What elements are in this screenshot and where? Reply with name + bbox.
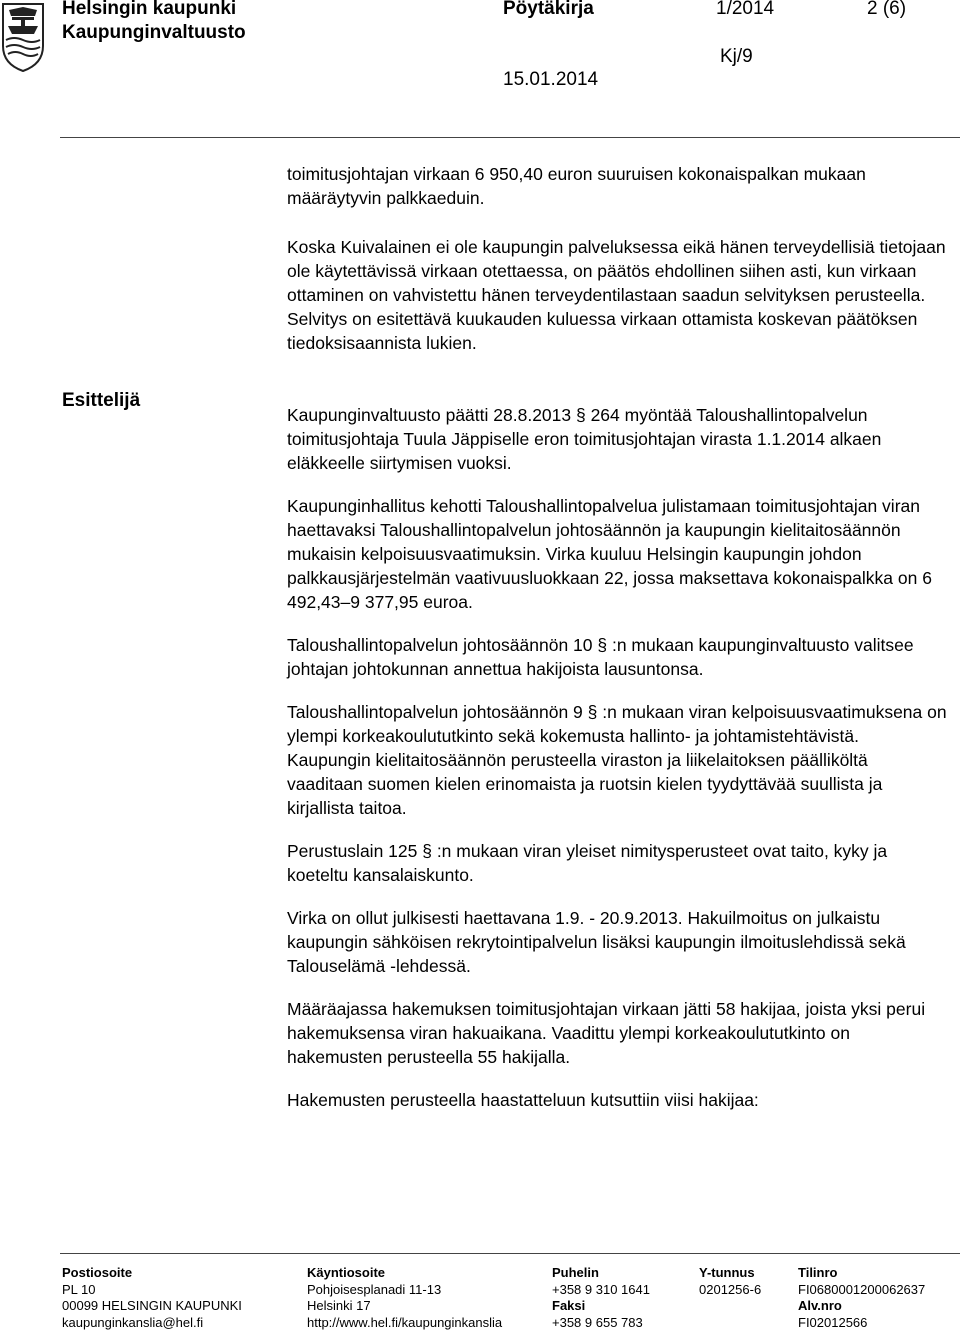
footer-rule <box>60 1253 960 1254</box>
footer-heading: Tilinro <box>798 1265 838 1280</box>
paragraph: Taloushallintopalvelun johtosäännön 9 § :n mukaan viran kelpoisuusvaatimuksena on ylempi korkeakoulututkinto sekä kokemusta hallinto- ja johtamistehtävistä. Kaupungin kielitaitosäännön perusteella viraston ja liikelaitoksen päälliköltä vaaditaan suomen kielen erinomaista ja ruotsin kielen tyydyttävää suullista ja kirjallista taitoa. <box>287 702 947 818</box>
header-section: Kj/9 <box>720 46 753 67</box>
footer-email-link[interactable]: kaupunginkanslia@hel.fi <box>62 1314 204 1330</box>
header-doc-type: Pöytäkirja <box>503 0 594 19</box>
footer-line: FI02012566 <box>798 1314 868 1330</box>
paragraph: Kaupunginhallitus kehotti Taloushallintopalvelua julistamaan toimitusjohtajan viran haettavaksi Taloushallintopalvelun johtosäännön ja kaupungin kielitaitosäännön mukaisin kelpoisuusvaatimuksin. Virka kuuluu Helsingin kaupungin johdon palkkausjärjestelmän vaativuusluokkaan 22, jossa maksettava kokonaispalkka on 6 492,43–9 377,95 euroa. <box>287 496 932 612</box>
footer-subheading: Faksi <box>552 1298 586 1313</box>
footer-heading: Y-tunnus <box>699 1265 755 1280</box>
paragraph: toimitusjohtajan virkaan 6 950,40 euron suuruisen kokonaispalkan mukaan määräytyvin palkkaeduin. <box>287 164 866 208</box>
footer-line: Pohjoisesplanadi 11-13 <box>307 1281 442 1297</box>
footer-line: PL 10 <box>62 1281 96 1297</box>
header-org: Helsingin kaupunki <box>62 0 237 19</box>
footer-heading: Käyntiosoite <box>307 1265 386 1280</box>
footer-web-link[interactable]: http://www.hel.fi/kaupunginkanslia <box>307 1314 503 1330</box>
footer-line: Helsinki 17 <box>307 1298 371 1313</box>
footer-heading: Puhelin <box>552 1265 599 1280</box>
footer-heading: Postiosoite <box>62 1265 133 1280</box>
header-page: 2 (6) <box>867 0 907 19</box>
footer-line: 00099 HELSINGIN KAUPUNKI <box>62 1298 242 1313</box>
presenter-label: Esittelijä <box>62 390 141 411</box>
footer-visit <box>307 1265 502 1331</box>
footer-line: 0201256-6 <box>699 1281 762 1297</box>
header-date: 15.01.2014 <box>503 69 599 90</box>
footer-phone <box>552 1265 650 1331</box>
paragraph: Virka on ollut julkisesti haettavana 1.9. - 20.9.2013. Hakuilmoitus on julkaistu kaupungin sähköisen rekrytointipalvelun lisäksi kaupungin ilmoituslehdissä sekä Talouselämä -lehdessä. <box>287 908 906 976</box>
paragraph: Määräajassa hakemuksen toimitusjohtajan virkaan jätti 58 hakijaa, joista yksi perui hakemuksensa viran hakuaikana. Vaadittu ylempi korkeakoulututkinto on hakemusten perusteella 55 hakijalla. <box>287 999 926 1067</box>
paragraph: Koska Kuivalainen ei ole kaupungin palveluksessa eikä hänen terveydellisiä tietojaan ole käytettävissä virkaan otettaessa, on päätös ehdollinen siihen asti, kun virkaan ottaminen on vahvistettu hänen terveydentilastaan saadun selvityksen perusteella. Selvitys on esitettävä kuukauden kuluessa virkaan ottamista koskevan päätöksen tiedoksisaannista lukien. <box>287 237 946 353</box>
helsinki-crest-logo <box>0 0 46 74</box>
footer-line: +358 9 655 783 <box>552 1314 643 1330</box>
paragraph: Taloushallintopalvelun johtosäännön 10 § :n mukaan kaupunginvaltuusto valitsee johtajan johtokunnan annettua hakijoista lausuntonsa. <box>287 635 914 679</box>
header-rule <box>60 137 960 138</box>
header-number: 1/2014 <box>716 0 775 19</box>
paragraph: Kaupunginvaltuusto päätti 28.8.2013 § 264 myöntää Taloushallintopalvelun toimitusjohtaja Tuula Jäppiselle eron toimitusjohtajan virasta 1.1.2014 alkaen eläkkeelle siirtymisen vuoksi. <box>287 405 882 473</box>
footer-account <box>798 1265 925 1331</box>
footer-postal <box>62 1265 242 1331</box>
footer-subheading: Alv.nro <box>798 1298 842 1313</box>
footer-line: +358 9 310 1641 <box>552 1281 650 1297</box>
paragraph: Perustuslain 125 § :n mukaan viran yleiset nimitysperusteet ovat taito, kyky ja koeteltu kansalaiskunto. <box>287 841 888 885</box>
paragraph: Hakemusten perusteella haastatteluun kutsuttiin viisi hakijaa: <box>287 1090 759 1110</box>
minutes-body <box>287 162 947 1112</box>
footer-line: FI0680001200062637 <box>798 1281 926 1297</box>
header-body: Kaupunginvaltuusto <box>62 22 246 43</box>
footer-business-id <box>699 1265 761 1298</box>
